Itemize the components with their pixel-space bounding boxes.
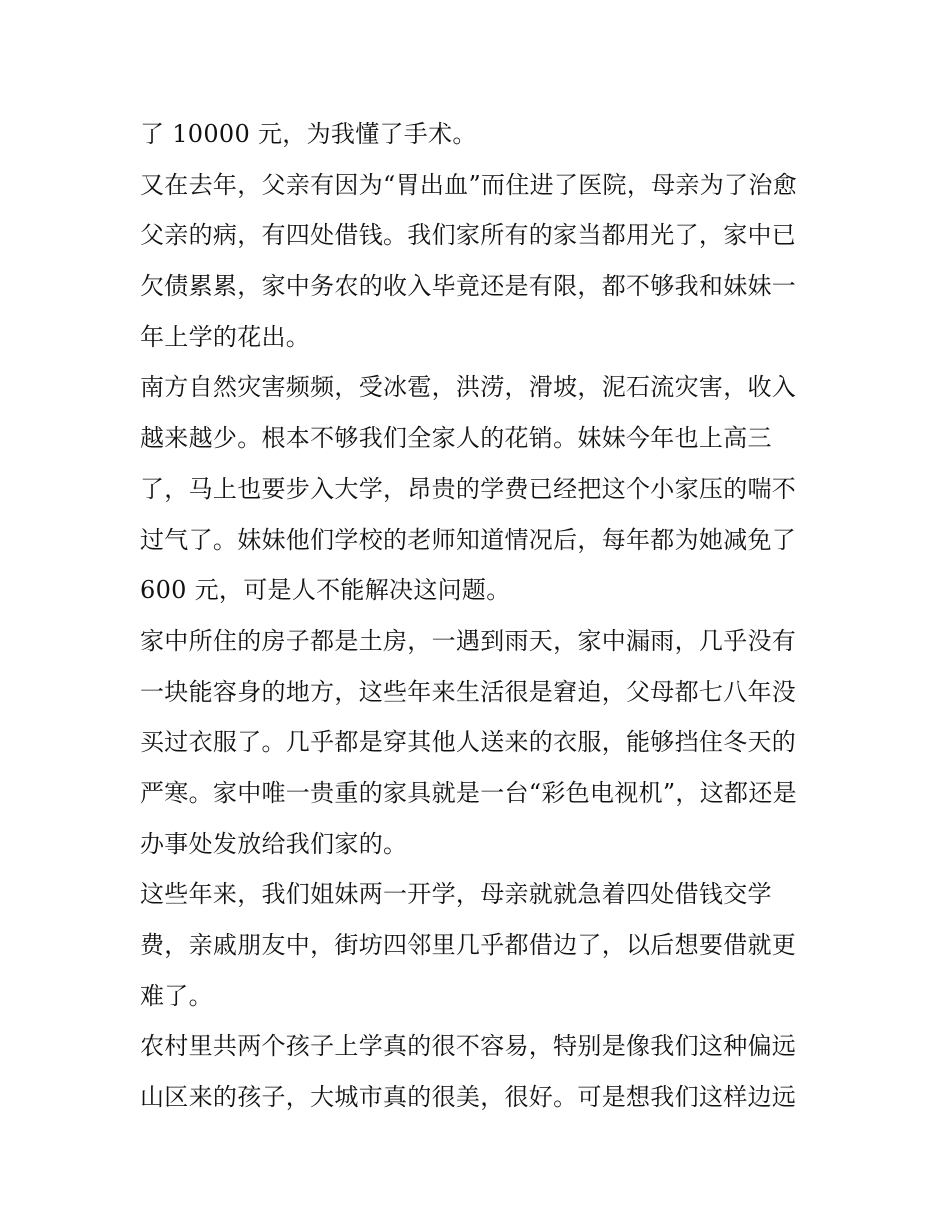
text-line: 难了。 bbox=[140, 981, 213, 1010]
text-line: 买过衣服了。几乎都是穿其他人送来的衣服，能够挡住冬天的 bbox=[140, 728, 797, 757]
text-line: 欠债累累，家中务农的收入毕竟还是有限，都不够我和妹妹一 bbox=[140, 272, 797, 301]
document-body bbox=[140, 109, 820, 1123]
text-line: 600 元，可是人不能解决这问题。 bbox=[140, 576, 511, 605]
text-line: 办事处发放给我们家的。 bbox=[140, 829, 408, 858]
text-line: 一块能容身的地方，这些年来生活很是窘迫，父母都七八年没 bbox=[140, 677, 797, 706]
text-line: 过气了。妹妹他们学校的老师知道情况后，每年都为她减免了 bbox=[140, 525, 797, 554]
text-line: 家中所住的房子都是土房，一遇到雨天，家中漏雨，几乎没有 bbox=[140, 626, 797, 655]
text-line: 越来越少。根本不够我们全家人的花销。妹妹今年也上高三 bbox=[140, 424, 772, 453]
text-line: 南方自然灾害频频，受冰雹，洪涝，滑坡，泥石流灾害，收入 bbox=[140, 373, 797, 402]
text-line: 年上学的花出。 bbox=[140, 322, 311, 351]
text-line: 严寒。家中唯一贵重的家具就是一台“彩色电视机”，这都还是 bbox=[140, 778, 797, 807]
text-line: 又在去年，父亲有因为“胃出血”而住进了医院，母亲为了治愈 bbox=[140, 170, 797, 199]
text-line: 费，亲戚朋友中，街坊四邻里几乎都借边了，以后想要借就更 bbox=[140, 931, 797, 959]
text-line: 了，马上也要步入大学，昂贵的学费已经把这个小家压的喘不 bbox=[140, 474, 797, 503]
text-line: 山区来的孩子，大城市真的很美，很好。可是想我们这样边远 bbox=[140, 1083, 797, 1112]
text-line: 父亲的病，有四处借钱。我们家所有的家当都用光了，家中已 bbox=[140, 221, 797, 250]
text-line: 农村里共两个孩子上学真的很不容易，特别是像我们这种偏远 bbox=[140, 1032, 797, 1061]
text-line: 了 10000 元，为我懂了手术。 bbox=[140, 120, 477, 148]
text-line: 这些年来，我们姐妹两一开学，母亲就就急着四处借钱交学 bbox=[140, 880, 772, 909]
